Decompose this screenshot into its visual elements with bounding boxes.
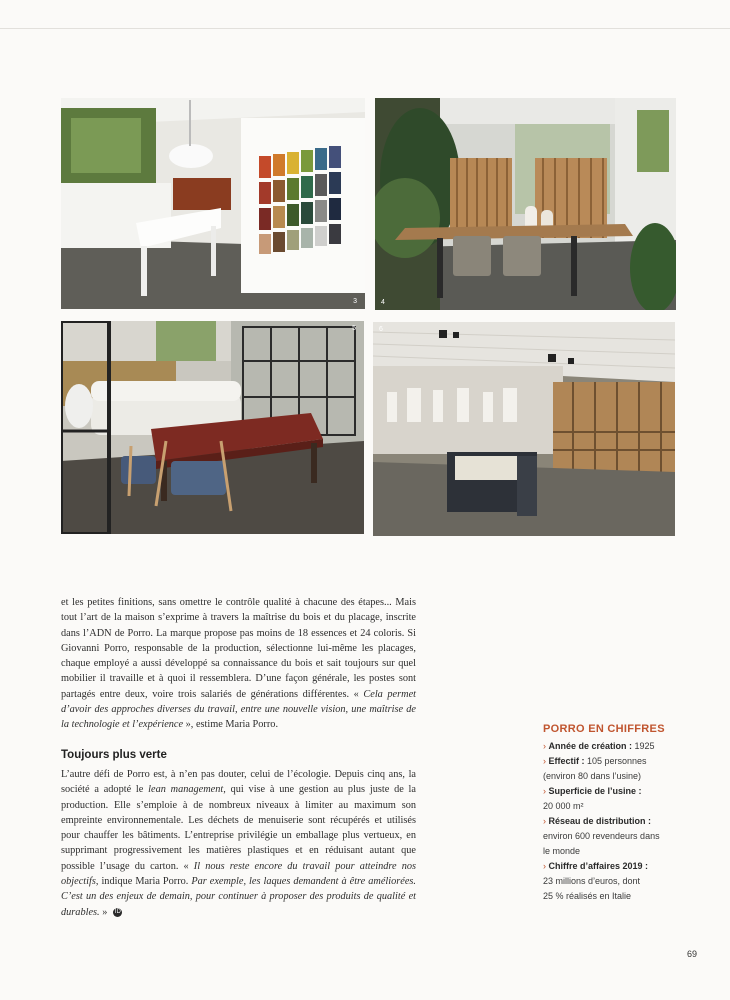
text-segment: et les petites finitions, sans omettre le contrôle qualité à chacune des étapes... Mais tout l’art de la maison s’exprime à travers la maîtrise du bois et du placage, inscrite dans l’ADN de Porro. La marque propose pas moins de 18 essences et 24 coloris. Si Giovanni Porro, responsable de la production, sélectionne lui-même les placages, chaque employé a aussi développé sa connaissance du bois et sait toujours sur quel mobilier il travaille et à quoi il ressemblera. D’une façon générale, les postes sont partagés entre deux, voire trois salariés de générations différentes. « <box>61 597 416 700</box>
section-title: Toujours plus verte <box>61 749 167 761</box>
key-figure-line <box>543 829 693 844</box>
key-figure-label: Réseau de distribution : <box>548 816 652 826</box>
key-figure-line <box>543 769 693 784</box>
key-figure-value: 25 % réalisés en Italie <box>543 891 632 901</box>
italic-text-segment: Cela permet d’avoir des approches diverses du travail, entre une nouvelle vision, une maîtrise de la technologie et l’expérience <box>61 688 416 731</box>
key-figure-line <box>543 874 693 889</box>
photo-showroom-swatches <box>61 98 365 309</box>
key-figure-line <box>543 739 693 754</box>
key-figure-label: Année de création : <box>548 741 633 751</box>
top-rule <box>0 28 730 29</box>
key-figure-value: 105 personnes <box>584 756 647 766</box>
key-figure-value: environ 600 revendeurs dans <box>543 831 660 841</box>
text-segment: , indique Maria Porro. <box>95 876 192 888</box>
key-figure-line <box>543 814 693 829</box>
key-figure-line <box>543 859 693 874</box>
key-figure-line <box>543 844 693 859</box>
key-figure-line <box>543 889 693 904</box>
key-figures-list <box>543 739 693 904</box>
text-segment: » <box>99 906 108 918</box>
photo-number-6: 6 <box>379 326 383 333</box>
key-figure-line <box>543 784 693 799</box>
key-figure-value: 20 000 m² <box>543 801 584 811</box>
photo-number-4: 4 <box>381 299 385 306</box>
photo-living-room <box>61 321 364 534</box>
end-mark-icon: ID <box>114 908 121 915</box>
key-figure-line <box>543 799 693 814</box>
key-figures-box <box>543 722 693 904</box>
key-figures-title: PORRO EN CHIFFRES <box>543 723 665 735</box>
page-number: 69 <box>687 949 698 959</box>
bullet-icon: › <box>543 741 549 751</box>
key-figure-label: Superficie de l’usine : <box>548 786 642 796</box>
key-figure-line <box>543 754 693 769</box>
article-paragraph-1 <box>61 595 416 733</box>
photo-wardrobe-showroom <box>373 322 675 536</box>
bullet-icon: › <box>543 816 549 826</box>
italic-text-segment: lean management <box>148 784 224 796</box>
bullet-icon: › <box>543 756 549 766</box>
article-paragraph-2 <box>61 767 416 920</box>
text-segment: L’autre défi de Porro est, à n’en pas douter, celui de l’écologie. Depuis cinq ans, la société a adopté le <box>61 769 416 796</box>
bullet-icon: › <box>543 786 549 796</box>
key-figure-label: Chiffre d’affaires 2019 : <box>548 861 649 871</box>
text-segment: , qui vise à une gestion au plus juste de la production. Elle s’emploie à de nombreux niveaux à limiter au maximum son empreinte environnementale. Les déchets de menuiserie sont récupérés et utilisés pour chauffer les bâtiments. L’entreprise privilégie un emballage plus vertueux, en supprimant progressivement les matières plastiques et en réduisant autant que possible l’usage du carton. « <box>61 784 416 872</box>
italic-text-segment: Par exemple, les laques demandent à être améliorées. C’est un des enjeux de demain, pour continuer à proposer des produits de qualité et durables. <box>61 876 416 918</box>
photo-number-3: 3 <box>353 298 357 305</box>
italic-text-segment: Il nous reste encore du travail pour atteindre nos objectifs <box>61 860 417 888</box>
bullet-icon: › <box>543 861 549 871</box>
key-figure-value: (environ 80 dans l’usine) <box>543 771 642 781</box>
key-figure-value: 23 millions d’euros, dont <box>543 876 641 886</box>
key-figure-value: le monde <box>543 846 581 856</box>
key-figure-value: 1925 <box>632 741 655 751</box>
photo-dining-room <box>375 98 676 310</box>
photo-number-5: 5 <box>352 325 356 332</box>
text-segment: », estime Maria Porro. <box>183 719 279 731</box>
key-figure-label: Effectif : <box>548 756 585 766</box>
